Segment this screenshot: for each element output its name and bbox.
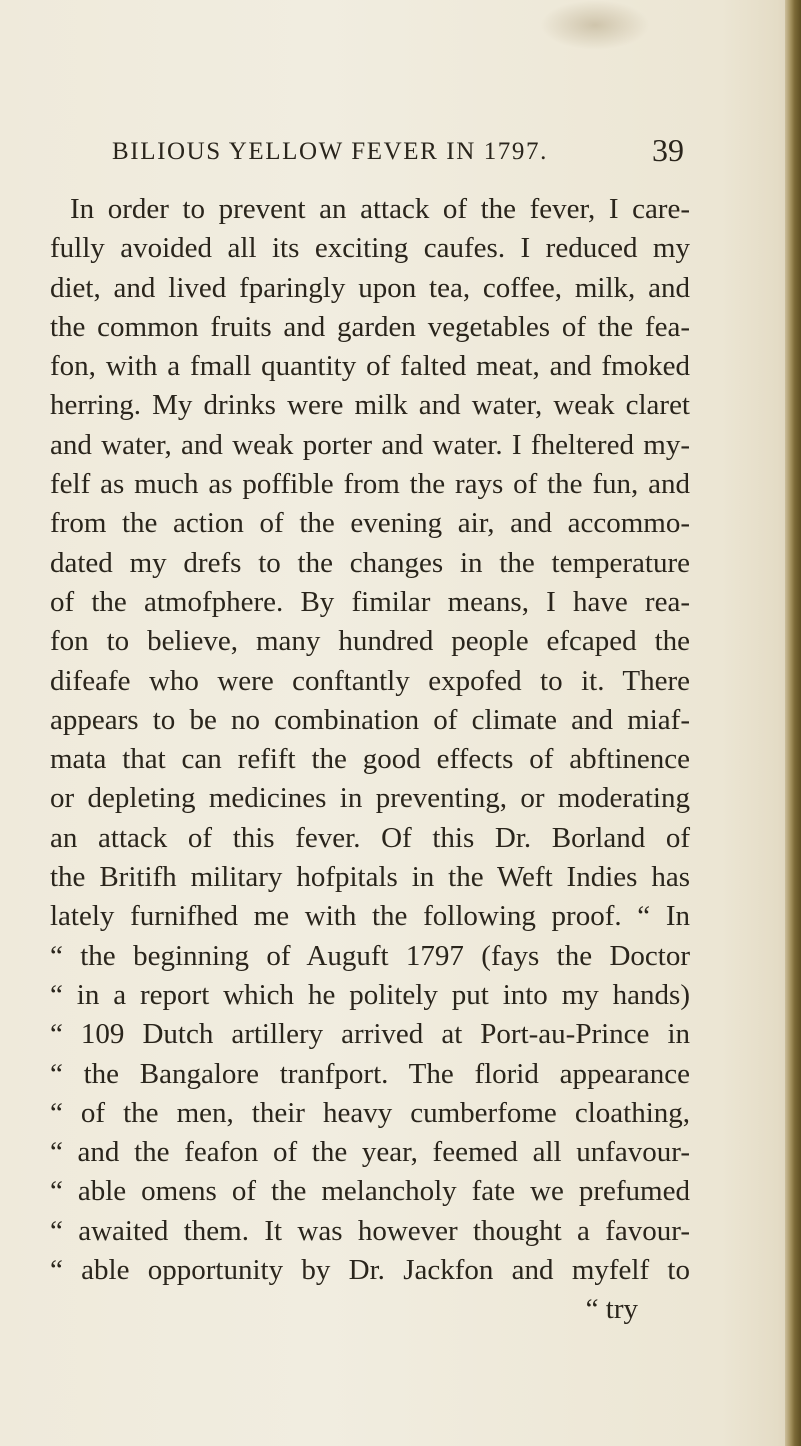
page-number: 39 <box>652 132 684 168</box>
text-line: difeafe who were conftantly expofed to it. There <box>50 664 690 697</box>
text-line: from the action of the evening air, and accommo- <box>50 507 690 540</box>
text-line: “ 109 Dutch artillery arrived at Port-au-Prince in <box>50 1018 690 1051</box>
text-line: fully avoided all its exciting caufes. I reduced my <box>50 232 690 265</box>
text-line: appears to be no combination of climate and miaf- <box>50 703 690 736</box>
text-line: “ the Bangalore tranfport. The florid appearance <box>50 1057 690 1090</box>
body-text <box>50 190 690 1330</box>
text-line: and water, and weak porter and water. I fheltered my- <box>50 428 690 461</box>
text-line: or depleting medicines in preventing, or moderating <box>50 782 690 815</box>
text-line: In order to prevent an attack of the fever, I care- <box>70 193 690 225</box>
text-line: “ and the feafon of the year, feemed all unfavour- <box>50 1136 690 1169</box>
text-line: felf as much as poffible from the rays of the fun, and <box>50 468 690 501</box>
text-line: fon to believe, many hundred people efcaped the <box>50 625 690 658</box>
running-head <box>112 122 690 182</box>
text-line: dated my drefs to the changes in the temperature <box>50 546 690 579</box>
text-line: lately furnifhed me with the following proof. “ In <box>50 900 690 933</box>
text-line: of the atmofphere. By fimilar means, I have rea- <box>50 585 690 618</box>
text-line: “ able omens of the melancholy fate we prefumed <box>50 1175 690 1208</box>
page-binding-edge <box>785 0 801 1446</box>
paper-stain <box>540 0 650 50</box>
text-line: “ in a report which he politely put into my hands) <box>50 978 690 1011</box>
text-line: diet, and lived fparingly upon tea, coffee, milk, and <box>50 271 690 304</box>
running-head-title: BILIOUS YELLOW FEVER IN 1797. <box>112 138 548 165</box>
text-line: mata that can refift the good effects of abftinence <box>50 743 690 776</box>
text-line: fon, with a fmall quantity of falted meat, and fmoked <box>50 350 690 383</box>
catchword: “ try <box>585 1293 638 1326</box>
text-line: the common fruits and garden vegetables of the fea- <box>50 310 690 343</box>
text-line: “ able opportunity by Dr. Jackfon and myfelf to <box>50 1254 690 1287</box>
text-line: an attack of this fever. Of this Dr. Borland of <box>50 821 690 854</box>
text-line: the Britifh military hofpitals in the Weft Indies has <box>50 861 690 894</box>
text-line: “ the beginning of Auguft 1797 (fays the Doctor <box>50 939 690 972</box>
text-line: “ of the men, their heavy cumberfome cloathing, <box>50 1096 690 1129</box>
text-line: “ awaited them. It was however thought a favour- <box>50 1214 690 1247</box>
text-line: herring. My drinks were milk and water, weak claret <box>50 389 690 422</box>
